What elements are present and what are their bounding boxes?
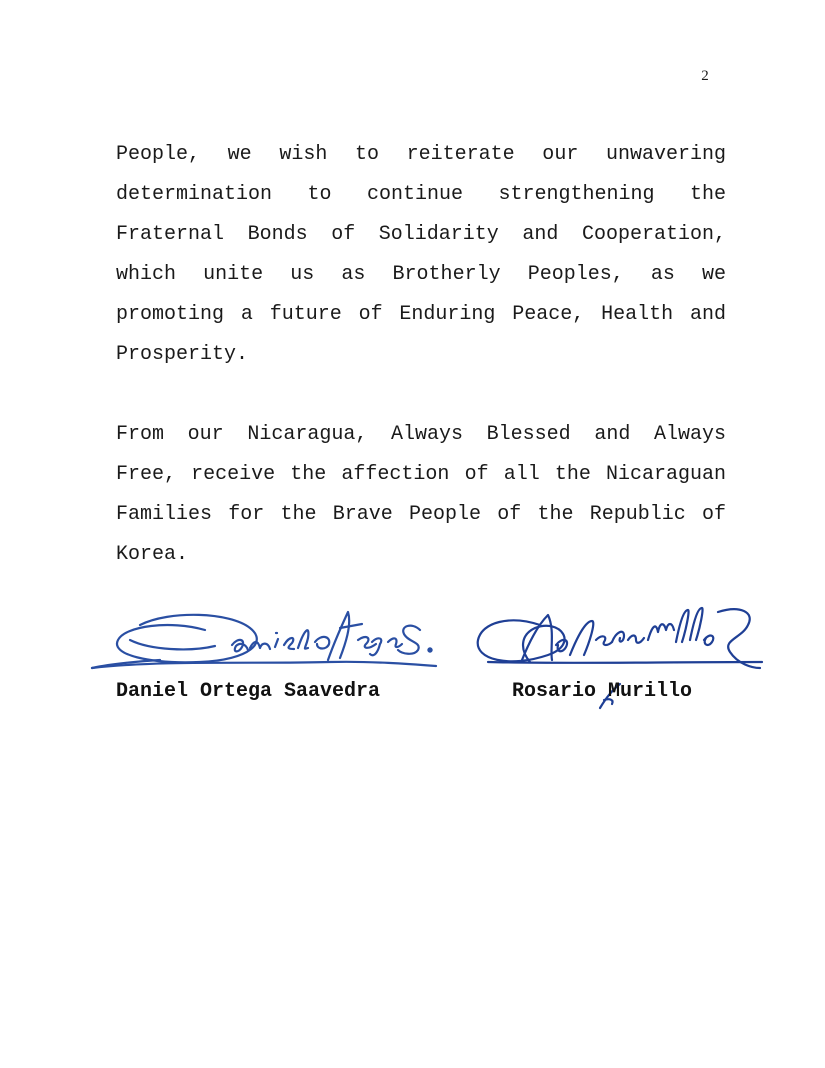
page-number: 2 [701, 68, 709, 84]
signer-name-2: Rosario Murillo [512, 680, 693, 703]
signature-1-handwritten-signature-icon [92, 612, 436, 668]
letter-paragraph-2-container [116, 415, 726, 575]
letter-paragraph-1-container [116, 135, 726, 375]
letter-paragraph: People, we wish to reiterate our unwavering determination to continue strengthening the Fraternal Bonds of Solidarity and Cooperation, which unite us as Brotherly Peoples, as we promoting a future of Enduring Peace, Health and Prosperity. [116, 143, 726, 366]
letter-paragraph: From our Nicaragua, Always Blessed and Always Free, receive the affection of all the Nicaraguan Families for the Brave People of the Republic of Korea. [116, 423, 726, 566]
signer-name-1: Daniel Ortega Saavedra [116, 680, 381, 703]
